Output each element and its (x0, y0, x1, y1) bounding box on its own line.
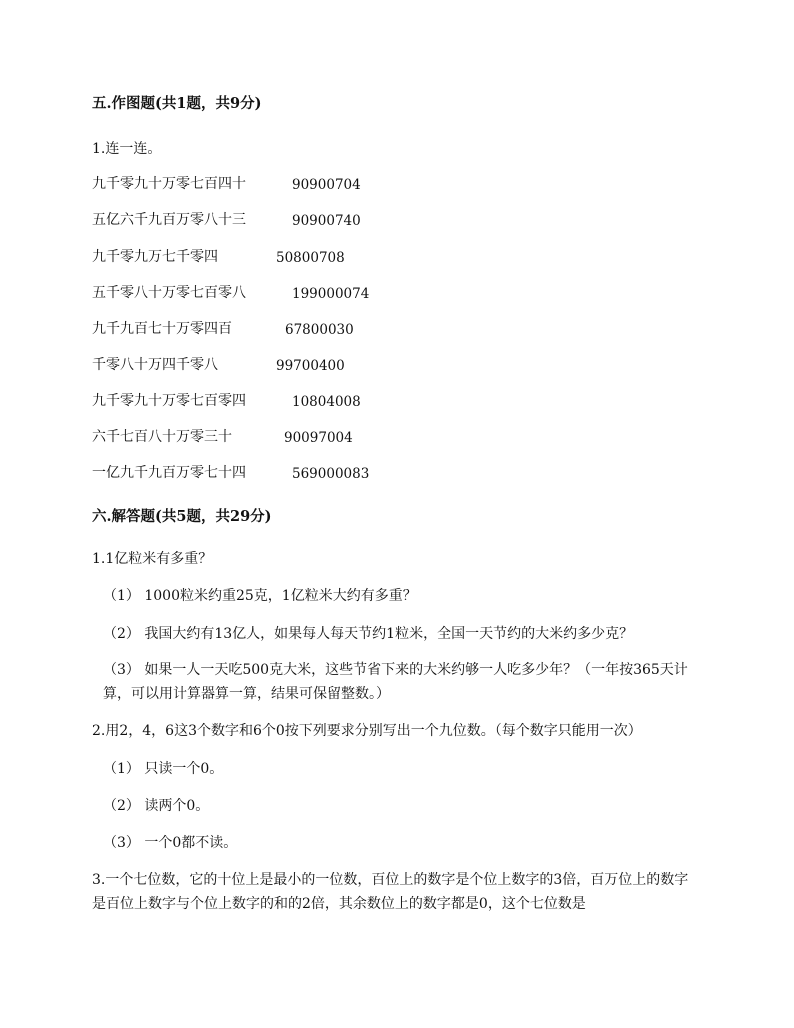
match-right-7: 10804008 (292, 394, 361, 410)
section6-q2-part1: （1） 只读一个0。 (103, 761, 224, 777)
section6-q2-title: 2.用2，4，6这3个数字和6个0按下列要求分别写出一个九位数。（每个数字只能用一次） (92, 723, 642, 739)
section6-q2-part2: （2） 读两个0。 (103, 798, 210, 814)
match-right-1: 90900704 (292, 177, 361, 193)
section6-q1-title: 1.1亿粒米有多重？ (92, 551, 213, 567)
match-left-5: 九千九百七十万零四百 (92, 321, 232, 337)
match-left-8: 六千七百八十万零三十 (92, 429, 232, 445)
section5-q1-title: 1.连一连。 (92, 141, 162, 157)
section6-q1-part2: （2） 我国大约有13亿人，如果每人每天节约1粒米，全国一天节约的大米约多少克？ (103, 626, 634, 642)
match-right-2: 90900740 (292, 213, 361, 229)
match-right-4: 199000074 (292, 286, 370, 302)
match-left-2: 五亿六千九百万零八十三 (92, 212, 246, 228)
section6-q3-text: 3.一个七位数，它的十位上是最小的一位数，百位上的数字是个位上数字的3倍，百万位上的数字是百位上数字与个位上数字的和的2倍，其余数位上的数字都是0，这个七位数是 (92, 872, 689, 912)
section6-heading: 六.解答题(共5题，共29分) (92, 508, 272, 525)
section6-q2-part3: （3） 一个0都不读。 (103, 835, 238, 851)
match-left-1: 九千零九十万零七百四十 (92, 176, 246, 192)
section5-heading: 五.作图题(共1题，共9分) (92, 95, 262, 112)
section6-q1-part1: （1） 1000粒米约重25克，1亿粒米大约有多重？ (103, 588, 417, 604)
match-left-4: 五千零八十万零七百零八 (92, 285, 246, 301)
match-right-3: 50800708 (276, 250, 345, 266)
match-right-6: 99700400 (276, 358, 345, 374)
match-right-9: 569000083 (292, 466, 370, 482)
match-left-6: 千零八十万四千零八 (92, 357, 218, 373)
match-right-5: 67800030 (285, 322, 354, 338)
match-left-7: 九千零九十万零七百零四 (92, 393, 246, 409)
match-right-8: 90097004 (284, 430, 353, 446)
match-left-9: 一亿九千九百万零七十四 (92, 465, 246, 481)
match-left-3: 九千零九万七千零四 (92, 249, 218, 265)
section6-q1-part3: （3） 如果一人一天吃500克大米，这些节省下来的大米约够一人吃多少年？（一年按365天计算，可以用计算器算一算，结果可保留整数。） (103, 662, 688, 702)
